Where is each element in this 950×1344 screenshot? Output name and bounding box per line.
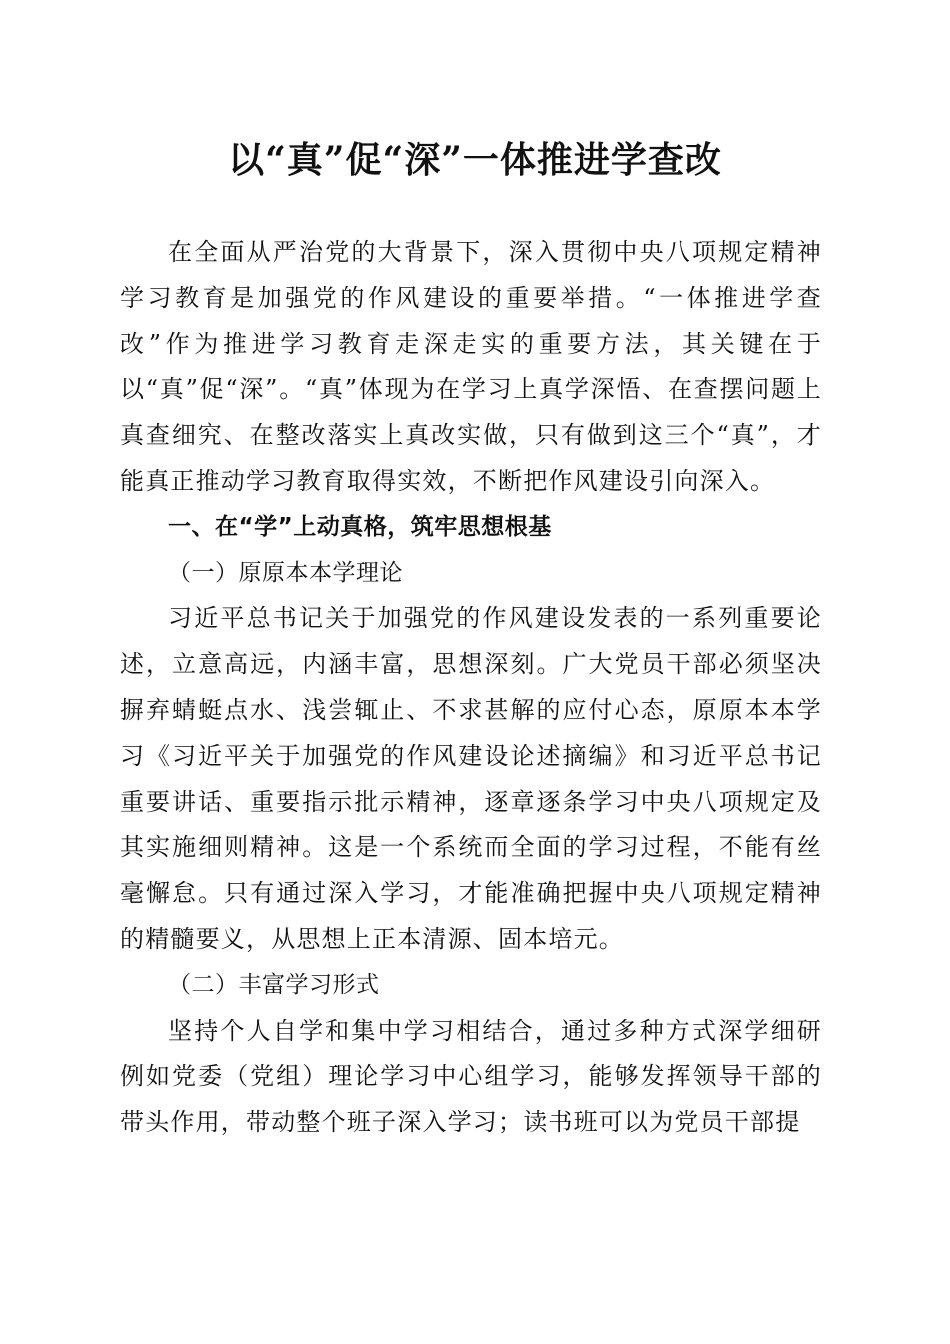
- subsection-heading-2: （二）丰富学习形式: [168, 971, 380, 998]
- document-title: 以“真”促“深”一体推进学查改: [228, 139, 722, 181]
- section-heading-1: 一、在“学”上动真格，筑牢思想根基: [168, 513, 552, 540]
- subsection-1-paragraph: 习近平总书记关于加强党的作风建设发表的一系列重要论述，立意高远，内涵丰富，思想深刻。广大党员干部必须坚决摒弃蜻蜓点水、浅尝辄止、不求甚解的应付心态，原原本本学习《习近平关于加强党的作风建设论述摘编》和习近平总书记重要讲话、重要指示批示精神，逐章逐条学习中央八项规定及其实施细则精神。这是一个系统而全面的学习过程，不能有丝毫懈怠。只有通过深入学习，才能准确把握中央八项规定精神的精髓要义，从思想上正本清源、固本培元。: [120, 604, 822, 953]
- intro-paragraph: 在全面从严治党的大背景下，深入贯彻中央八项规定精神学习教育是加强党的作风建设的重要举措。“一体推进学查改”作为推进学习教育走深走实的重要方法，其关键在于以“真”促“深”。“真”体现为在学习上真学深悟、在查摆问题上真查细究、在整改落实上真改实做，只有做到这三个“真”，才能真正推动学习教育取得实效，不断把作风建设引向深入。: [120, 238, 822, 495]
- subsection-2-paragraph: 坚持个人自学和集中学习相结合，通过多种方式深学细研例如党委（党组）理论学习中心组学习，能够发挥领导干部的带头作用，带动整个班子深入学习；读书班可以为党员干部提: [120, 1016, 822, 1137]
- document-body: [120, 230, 822, 1146]
- subsection-heading-1: （一）原原本本学理论: [168, 559, 403, 586]
